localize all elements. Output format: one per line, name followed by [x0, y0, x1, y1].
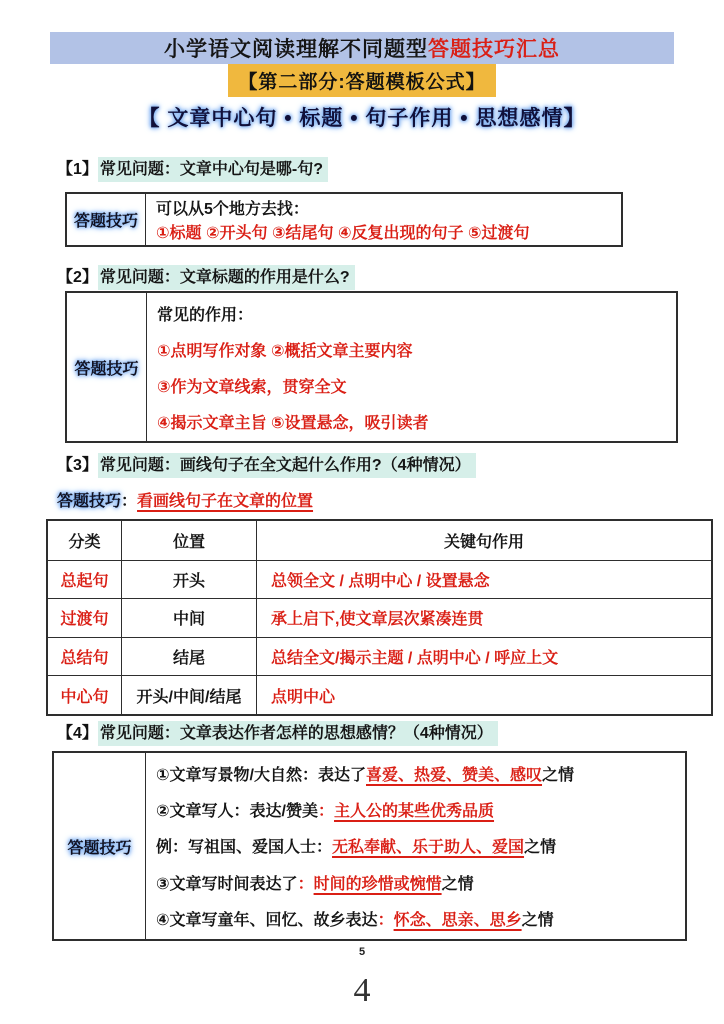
answer-tips-table-4: [52, 751, 687, 941]
section-1-index: 【1】: [57, 161, 98, 178]
table-cell-effect: 点明中心: [257, 675, 711, 714]
section-2-index: 【2】: [57, 269, 98, 286]
section-2-question: 常见问题：文章标题的作用是什么?: [98, 265, 355, 290]
section-4-heading: [57, 720, 498, 743]
tips-content-cell-2: [147, 293, 676, 441]
table-header-cell: 关键句作用: [443, 533, 524, 551]
tips-instruction: 看画线句子在文章的位置: [137, 493, 314, 510]
tips-content-cell-1: [146, 194, 621, 245]
tip-line: ①标题 ②开头句 ③结尾句 ④反复出现的句子 ⑤过渡句: [156, 224, 530, 242]
tips-content-cell-4: [146, 753, 685, 939]
tips-label-2: 答题技巧: [74, 360, 139, 378]
tip-line: ②文章写人：表达/赞美：主人公的某些优秀品质: [156, 803, 495, 821]
tip-line: ①文章写景物/大自然：表达了喜爱、热爱、赞美、感叹之情: [156, 766, 575, 784]
main-title-banner: [50, 32, 674, 64]
part-subtitle: 【第二部分:答题模板公式】: [228, 64, 495, 97]
section-3-tips-line: [57, 488, 313, 511]
tip-line: 例：写祖国、爱国人士：无私奉献、乐于助人、爱国之情: [156, 839, 557, 857]
tips-label-cell-4: [54, 753, 146, 939]
table-cell-effect: 总领全文 / 点明中心 / 设置悬念: [257, 560, 711, 599]
section-3-index: 【3】: [57, 457, 98, 474]
table-cell-category: 中心句: [48, 675, 122, 714]
table-cell-position: 结尾: [122, 637, 257, 676]
main-title-red: 答题技巧汇总: [428, 38, 560, 61]
table-cell-position: 中间: [122, 598, 257, 637]
answer-tips-table-1: [65, 192, 623, 247]
main-title-black: 小学语文阅读理解不同题型: [164, 38, 428, 61]
section-4-index: 【4】: [57, 725, 98, 742]
tip-line: 常见的作用：: [157, 306, 254, 324]
page-number-large: 4: [353, 972, 371, 1009]
section-3-heading: [57, 452, 476, 475]
page-number-small: 5: [358, 946, 366, 958]
tip-line: ①点明写作对象 ②概括文章主要内容: [157, 342, 413, 360]
subtitle-row: [0, 64, 724, 97]
tip-line: ③作为文章线索，贯穿全文: [157, 378, 347, 396]
table-cell-effect: 承上启下,使文章层次紧凑连贯: [257, 598, 711, 637]
section-1-question: 常见问题：文章中心句是哪-句?: [98, 157, 328, 182]
sentence-role-table: [46, 519, 713, 716]
table-header-cell: 分类: [48, 521, 122, 560]
tips-label-cell-1: [67, 194, 146, 245]
section-2-heading: [57, 264, 355, 287]
tips-label-4: 答题技巧: [67, 839, 132, 857]
answer-tips-table-2: [65, 291, 678, 443]
section-1-heading: [57, 156, 328, 179]
table-header-cell: 位置: [122, 521, 257, 560]
section-4-question: 常见问题：文章表达作者怎样的思想感情？（4种情况）: [98, 721, 498, 746]
tips-label-cell-2: [67, 293, 147, 441]
table-cell-category: 过渡句: [48, 598, 122, 637]
tip-line: ③文章写时间表达了：时间的珍惜或惋惜之情: [156, 875, 474, 893]
table-cell-position: 开头/中间/结尾: [122, 675, 257, 714]
tips-colon: ：: [121, 493, 138, 510]
tip-line: 可以从5个地方去找：: [156, 201, 309, 219]
topic-line: 【 文章中心句 • 标题 • 句子作用 • 思想感情】: [138, 107, 586, 130]
tip-line: ④文章写童年、回忆、故乡表达：怀念、思亲、思乡之情: [156, 912, 554, 930]
tips-label-1: 答题技巧: [73, 213, 138, 230]
topic-row: [0, 102, 724, 132]
table-cell-category: 总结句: [48, 637, 122, 676]
section-3-question: 常见问题：画线句子在全文起什么作用?（4种情况）: [98, 453, 476, 478]
table-cell-position: 开头: [122, 560, 257, 599]
table-cell-category: 总起句: [48, 560, 122, 599]
tip-line: ④揭示文章主旨 ⑤设置悬念，吸引读者: [157, 414, 429, 432]
tips-label-3: 答题技巧: [57, 493, 122, 510]
table-cell-effect: 总结全文/揭示主题 / 点明中心 / 呼应上文: [257, 637, 711, 676]
